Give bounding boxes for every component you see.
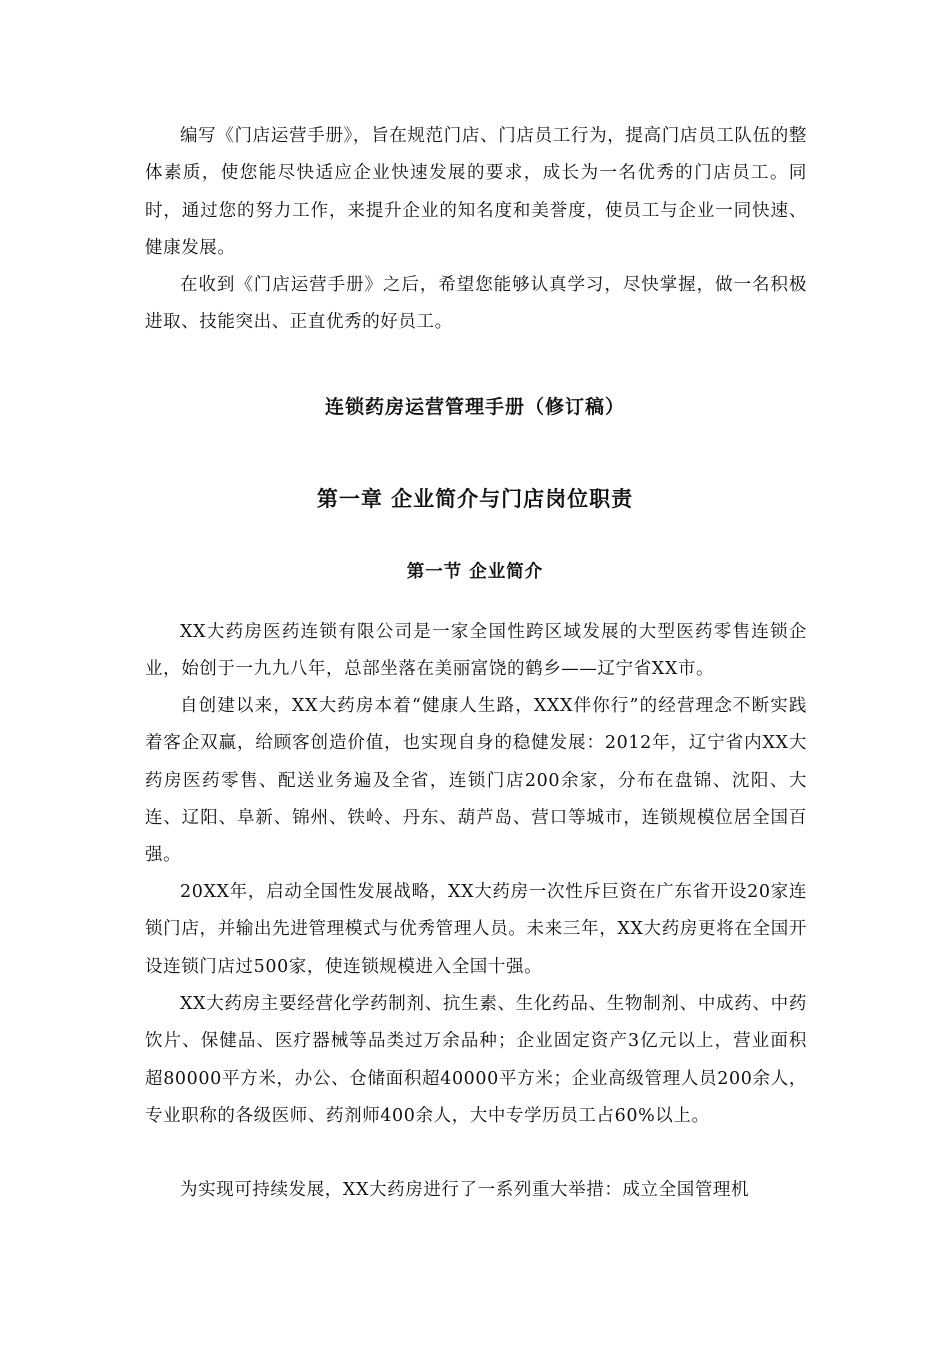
chapter-title: 第一章 企业简介与门店岗位职责 (316, 487, 634, 511)
body-paragraph-5: 为实现可持续发展，XX大药房进行了一系列重大举措：成立全国管理机 (180, 1180, 750, 1200)
intro-paragraph-1: 编写《门店运营手册》，旨在规范门店、门店员工行为，提高门店员工队伍的整体素质，使您能尽快适应企业快速发展的要求，成长为一名优秀的门店员工。同时，通过您的努力工作，来提升企业的知名度和美誉度，使员工与企业一同快速、健康发展。 (145, 126, 807, 258)
section-title: 第一节 企业简介 (406, 562, 544, 582)
body-paragraph-1: XX大药房医药连锁有限公司是一家全国性跨区域发展的大型医药零售连锁企业，始创于一九九八年，总部坐落在美丽富饶的鹤乡——辽宁省XX市。 (145, 622, 807, 680)
body-paragraph-2: 自创建以来，XX大药房本着“健康人生路，XXX伴你行”的经营理念不断实践着客企双赢，给顾客创造价值，也实现自身的稳健发展：2012年，辽宁省内XX大药房医药零售、配送业务遍及全省，连锁门店200余家，分布在盘锦、沈阳、大连、辽阳、阜新、锦州、铁岭、丹东、葫芦岛、营口等城市，连锁规模位居全国百强。 (145, 696, 807, 866)
intro-paragraph-2: 在收到《门店运营手册》之后，希望您能够认真学习，尽快掌握，做一名积极进取、技能突出、正直优秀的好员工。 (145, 275, 807, 333)
body-paragraph-4: XX大药房主要经营化学药制剂、抗生素、生化药品、生物制剂、中成药、中药饮片、保健品、医疗器械等品类过万余品种；企业固定资产3亿元以上，营业面积超80000平方米，办公、仓储面积超40000平方米；企业高级管理人员200余人，专业职称的各级医师、药剂师400余人，大中专学历员工占60%以上。 (145, 994, 807, 1126)
document-title: 连锁药房运营管理手册（修订稿） (324, 396, 625, 418)
body-paragraph-3: 20XX年，启动全国性发展战略，XX大药房一次性斥巨资在广东省开设20家连锁门店，并输出先进管理模式与优秀管理人员。未来三年，XX大药房更将在全国开设连锁门店过500家，使连锁规模进入全国十强。 (145, 882, 807, 977)
